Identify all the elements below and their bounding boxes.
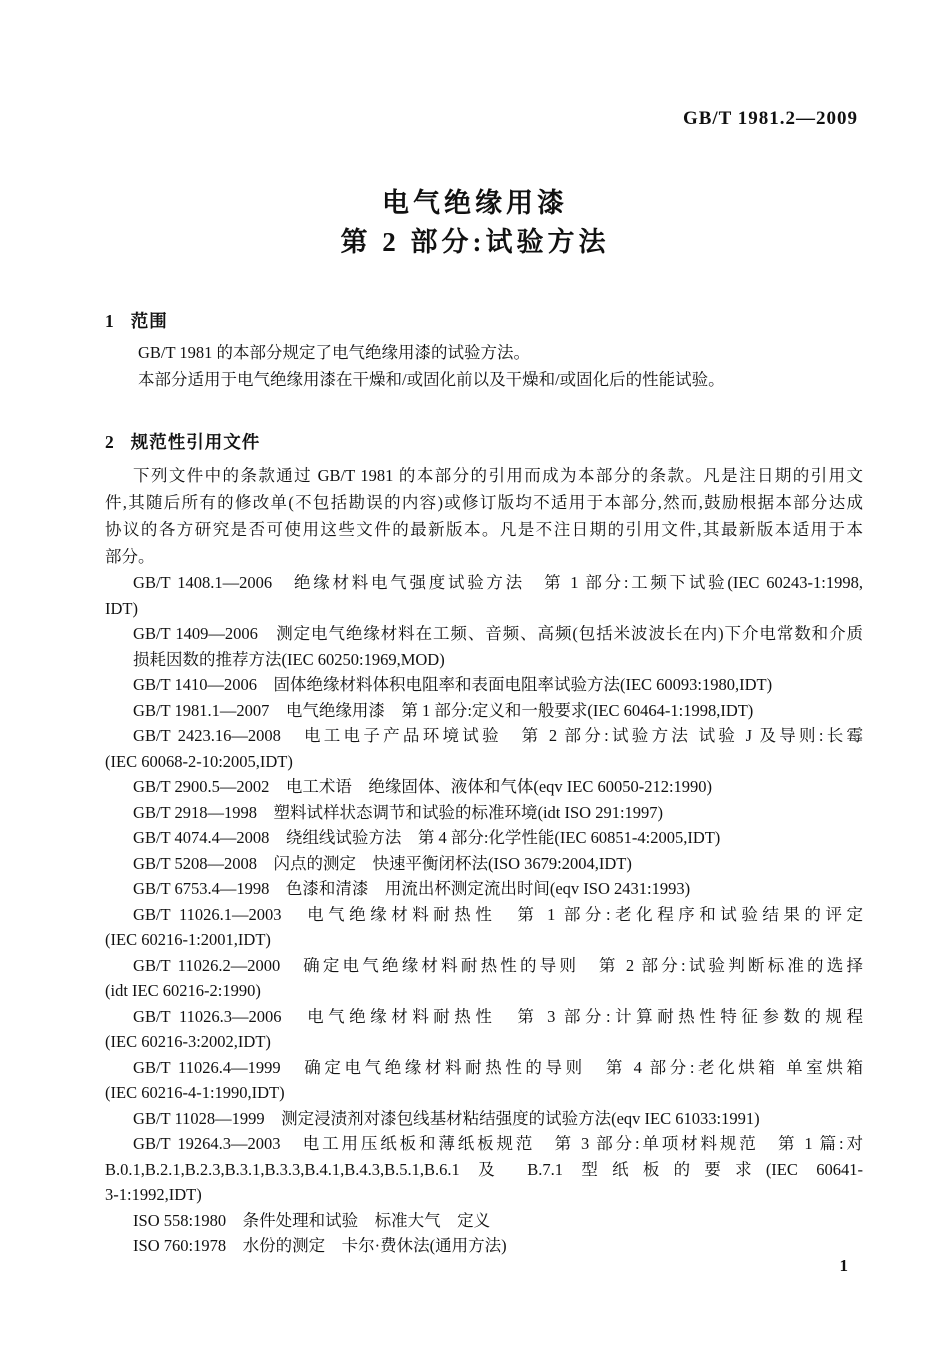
section-2-number: 2 [105,431,115,452]
reference-line: (idt IEC 60216-2:1990) [105,981,261,1000]
page-number: 1 [839,1256,848,1275]
doc-number: GB/T 1981.2—2009 [682,108,858,129]
section-1-number: 1 [105,311,115,331]
section-1-paragraphs [105,339,863,393]
scope-paragraph: 本部分适用于电气绝缘用漆在干燥和/或固化前以及干燥和/或固化后的性能试验。 [138,369,725,389]
reference-line: GB/T 2900.5—2002 电工术语 绝缘固体、液体和气体(eqv IEC 60050-212:1990) [133,777,713,796]
section-1-title: 范围 [130,311,168,331]
intro-line: 件,其随后所有的修改单(不包括勘误的内容)或修订版均不适用于本部分,然而,鼓励根据本部分达成 [105,493,863,512]
reference-line: GB/T 6753.4—1998 色漆和清漆 用流出杯测定流出时间(eqv ISO 2431:1993) [133,879,691,898]
reference-line: GB/T 4074.4—2008 绕组线试验方法 第 4 部分:化学性能(IEC 60851-4:2005,IDT) [133,828,721,847]
reference-line: GB/T 11026.1—2003 电气绝缘材料耐热性 第 1 部分:老化程序和试验结果的评定 [133,904,863,924]
reference-line: GB/T 5208—2008 闪点的测定 快速平衡闭杯法(ISO 3679:2004,IDT) [133,853,632,873]
title-line-2: 第 2 部分:试验方法 [340,227,610,257]
reference-line: GB/T 19264.3—2003 电工用压纸板和薄纸板规范 第 3 部分:单项材料规范 第 1 篇:对 [133,1134,863,1153]
reference-line: (IEC 60216-3:2002,IDT) [105,1032,271,1051]
reference-line: GB/T 11026.2—2000 确定电气绝缘材料耐热性的导则 第 2 部分:试验判断标准的选择 [133,955,863,975]
document-title [0,184,950,262]
normative-reference-list [105,570,863,1259]
reference-line: 损耗因数的推荐方法(IEC 60250:1969,MOD) [133,649,445,669]
reference-line: GB/T 11028—1999 测定浸渍剂对漆包线基材粘结强度的试验方法(eqv IEC 61033:1991) [133,1108,760,1128]
reference-line: GB/T 1408.1—2006 绝缘材料电气强度试验方法 第 1 部分:工频下试验(IEC 60243-1:1998, [133,573,863,592]
reference-line: ISO 558:1980 条件处理和试验 标准大气 定义 [133,1210,491,1230]
reference-line: GB/T 11026.4—1999 确定电气绝缘材料耐热性的导则 第 4 部分:老化烘箱 单室烘箱 [133,1057,863,1077]
scope-paragraph: GB/T 1981 的本部分规定了电气绝缘用漆的试验方法。 [138,342,531,362]
section-2-heading [105,429,863,456]
intro-line: 下列文件中的条款通过 GB/T 1981 的本部分的引用而成为本部分的条款。凡是注日期的引用文 [133,466,863,485]
reference-line: 3-1:1992,IDT) [105,1185,202,1204]
reference-line: GB/T 2423.16—2008 电工电子产品环境试验 第 2 部分:试验方法 试验 J 及导则:长霉 [133,726,863,745]
reference-line: GB/T 1981.1—2007 电气绝缘用漆 第 1 部分:定义和一般要求(IEC 60464-1:1998,IDT) [133,700,754,720]
reference-line: B.0.1,B.2.1,B.2.3,B.3.1,B.3.3,B.4.1,B.4.3,B.5.1,B.6.1 及 B.7.1 型纸板的要求(IEC 60641- [105,1159,863,1179]
title-line-1: 电气绝缘用漆 [382,188,568,218]
section-2-title: 规范性引用文件 [130,431,261,452]
reference-line: GB/T 1410—2006 固体绝缘材料体积电阻率和表面电阻率试验方法(IEC 60093:1980,IDT) [133,675,773,694]
reference-line: ISO 760:1978 水份的测定 卡尔·费休法(通用方法) [133,1236,507,1255]
section-1-heading [105,308,863,335]
intro-line: 协议的各方研究是否可使用这些文件的最新版本。凡是不注日期的引用文件,其最新版本适用于本 [105,520,863,539]
reference-line: GB/T 1409—2006 测定电气绝缘材料在工频、音频、高频(包括米波波长在内)下介电常数和介质 [133,624,863,643]
reference-line: GB/T 2918—1998 塑料试样状态调节和试验的标准环境(idt ISO 291:1997) [133,802,664,822]
reference-line: GB/T 11026.3—2006 电气绝缘材料耐热性 第 3 部分:计算耐热性特征参数的规程 [133,1006,863,1026]
reference-line: (IEC 60068-2-10:2005,IDT) [105,751,293,771]
reference-line: (IEC 60216-4-1:1990,IDT) [105,1083,285,1102]
reference-line: IDT) [105,598,138,618]
document-body [105,308,863,1259]
intro-line: 部分。 [105,547,155,566]
reference-line: (IEC 60216-1:2001,IDT) [105,930,271,949]
section-2-intro [105,462,863,570]
